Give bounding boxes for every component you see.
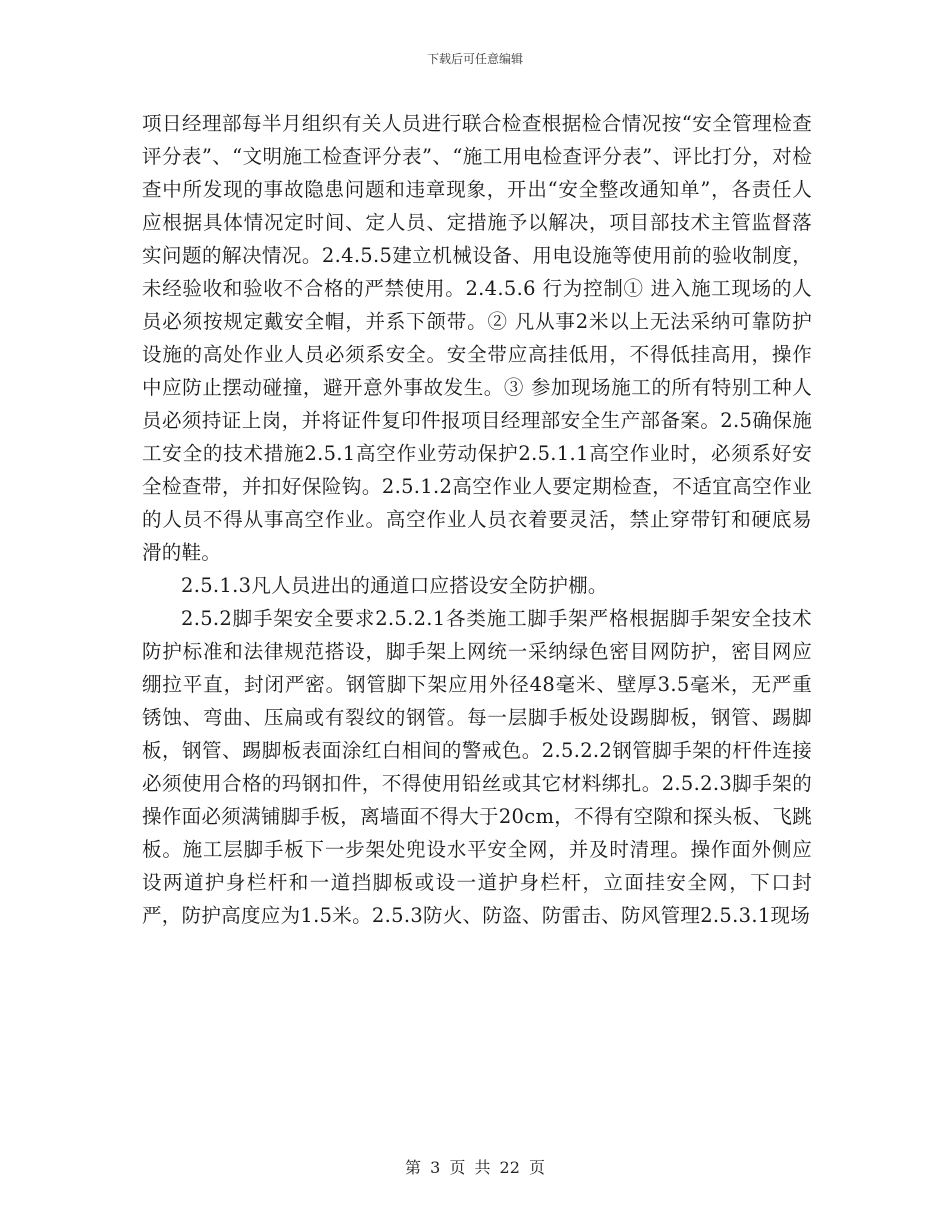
body-paragraph-2: 2.5.1.3凡人员进出的通道口应搭设安全防护棚。	[181, 574, 608, 597]
document-body	[142, 107, 812, 932]
body-paragraph-1: 项日经理部每半月组织有关人员进行联合检查根据检合情况按“安全管理检查评分表”、“文明施工检查评分表”、“施工用电检查评分表”、评比打分，对检查中所发现的事故隐患问题和违章现象，开出“安全整改通知单”，各责任人应根据具体情况定时间、定人员、定措施予以解决，项目部技术主管监督落实问题的解决情况。2.4.5.5建立机械设备、用电设施等使用前的验收制度，未经验收和验收不合格的严禁使用。2.4.5.6 行为控制① 进入施工现场的人员必须按规定戴安全帽，并系下颌带。② 凡从事2米以上无法采纳可靠防护设施的高处作业人员必须系安全。安全带应高挂低用，不得低挂高用，操作中应防止摆动碰撞，避开意外事故发生。③ 参加现场施工的所有特别工种人员必须持证上岗，并将证件复印件报项目经理部安全生产部备案。2.5确保施工安全的技术措施2.5.1高空作业劳动保护2.5.1.1高空作业时，必须系好安全检查带，并扣好保险钩。2.5.1.2高空作业人要定期检查，不适宜高空作业的人员不得从事高空作业。高空作业人员衣着要灵活，禁止穿带钉和硬底易滑的鞋。	[142, 112, 812, 564]
body-paragraph-3: 2.5.2脚手架安全要求2.5.2.1各类施工脚手架严格根据脚手架安全技术防护标准和法律规范搭设，脚手架上网统一采纳绿色密目网防护，密目网应绷拉平直，封闭严密。钢管脚下架应用外径48毫米、壁厚3.5毫米，无严重锈蚀、弯曲、压扁或有裂纹的钢管。每一层脚手板处设踢脚板，钢管、踢脚板，钢管、踢脚板表面涂红白相间的警戒色。2.5.2.2钢管脚手架的杆件连接必须使用合格的玛钢扣件，不得使用铅丝或其它材料绑扎。2.5.2.3脚手架的操作面必须满铺脚手板，离墙面不得大于20cm，不得有空隙和探头板、飞跳板。施工层脚手板下一步架处兜设水平安全网，并及时清理。操作面外侧应设两道护身栏杆和一道挡脚板或设一道护身栏杆，立面挂安全网，下口封严，防护高度应为1.5米。2.5.3防火、防盗、防雷击、防风管理2.5.3.1现场	[142, 607, 812, 927]
page-header: 下载后可任意编辑	[426, 52, 523, 66]
page-number-footer: 第 3 页 共 22 页	[405, 1158, 545, 1177]
